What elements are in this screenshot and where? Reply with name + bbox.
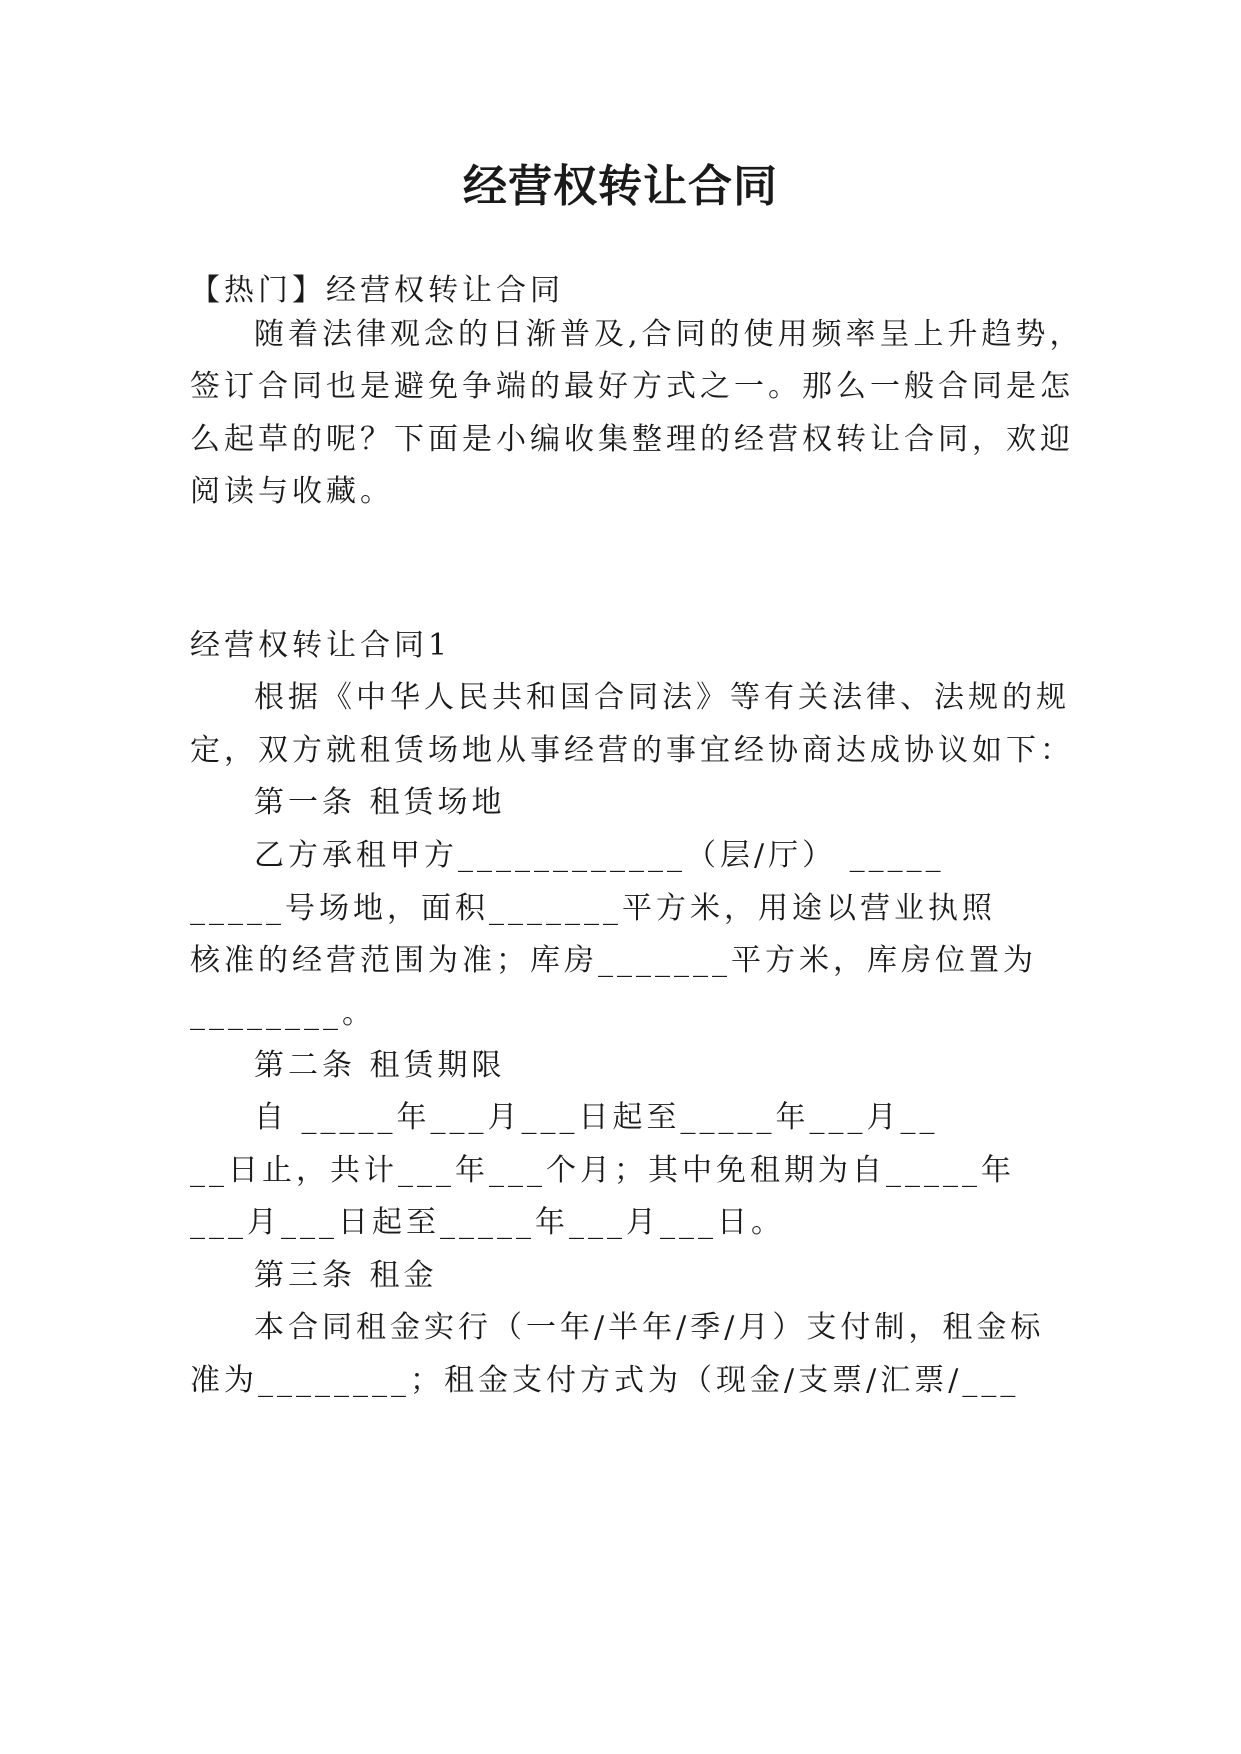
document-title: 经营权转让合同 (463, 161, 778, 212)
section-heading: 经营权转让合同1 (190, 628, 452, 663)
article-2-line: __日止，共计___年___个月；其中免租期为自_____年 (190, 1153, 1015, 1188)
intro-line: 阅读与收藏。 (190, 474, 394, 509)
article-3-line: 准为________；租金支付方式为（现金/支票/汇票/___ (190, 1363, 1020, 1398)
article-1-line: 核准的经营范围为准；库房_______平方米，库房位置为 (190, 943, 1037, 978)
article-2-line: 自 _____年___月___日起至_____年___月__ (254, 1100, 939, 1135)
preamble-line: 定，双方就租赁场地从事经营的事宜经协商达成协议如下： (190, 733, 1074, 768)
article-3-line: 本合同租金实行（一年/半年/季/月）支付制，租金标 (254, 1310, 1045, 1345)
article-1-line: _____号场地，面积_______平方米，用途以营业执照 (190, 891, 996, 926)
article-3-title: 第三条 租金 (254, 1258, 438, 1293)
article-2-title: 第二条 租赁期限 (254, 1048, 506, 1083)
intro-line: 随着法律观念的日渐普及,合同的使用频率呈上升趋势， (254, 317, 1084, 352)
article-2-line: ___月___日起至_____年___月___日。 (190, 1205, 785, 1240)
intro-line: 签订合同也是避免争端的最好方式之一。那么一般合同是怎 (190, 369, 1074, 404)
preamble-line: 根据《中华人民共和国合同法》等有关法律、法规的规 (254, 680, 1070, 715)
article-1-title: 第一条 租赁场地 (254, 785, 506, 820)
article-1-line: ________。 (190, 996, 376, 1031)
article-1-line: 乙方承租甲方____________（层/厅） _____ (254, 838, 945, 873)
document-subtitle: 【热门】经营权转让合同 (190, 273, 564, 308)
intro-line: 么起草的呢？下面是小编收集整理的经营权转让合同，欢迎 (190, 422, 1074, 457)
